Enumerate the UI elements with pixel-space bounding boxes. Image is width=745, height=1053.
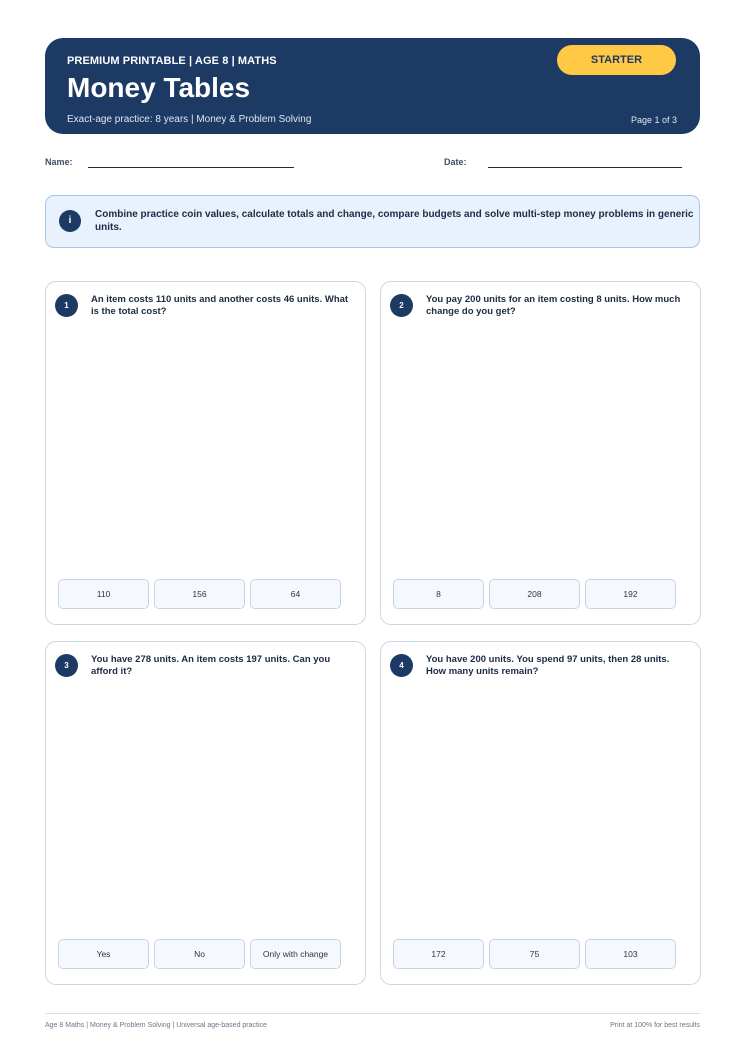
footer-right-text: Print at 100% for best results	[610, 1022, 700, 1029]
question-card-3	[45, 641, 366, 985]
question-number: 2	[390, 294, 413, 317]
answer-options	[58, 579, 358, 609]
info-icon: i	[59, 210, 81, 232]
question-text: You have 278 units. An item costs 197 units. Can you afford it?	[91, 654, 331, 677]
question-text: An item costs 110 units and another costs 46 units. What is the total cost?	[91, 294, 349, 317]
answer-option[interactable]: 208	[489, 579, 580, 609]
answer-options	[393, 579, 693, 609]
answer-option[interactable]: 156	[154, 579, 245, 609]
answer-option[interactable]: Yes	[58, 939, 149, 969]
answer-option[interactable]: 172	[393, 939, 484, 969]
page-title: Money Tables	[67, 72, 251, 103]
worksheet-header	[45, 38, 700, 134]
answer-option[interactable]: No	[154, 939, 245, 969]
level-badge: STARTER	[557, 45, 676, 75]
footer-divider	[45, 1013, 700, 1014]
question-text: You have 200 units. You spend 97 units, then 28 units. How many units remain?	[426, 654, 670, 677]
answer-option[interactable]: 64	[250, 579, 341, 609]
name-line[interactable]	[88, 167, 294, 168]
answer-option[interactable]: 110	[58, 579, 149, 609]
instructions-box	[45, 195, 700, 248]
question-number: 1	[55, 294, 78, 317]
answer-option[interactable]: 103	[585, 939, 676, 969]
answer-option[interactable]: 192	[585, 579, 676, 609]
question-card-4	[380, 641, 701, 985]
date-label: Date:	[444, 157, 467, 167]
answer-option[interactable]: 8	[393, 579, 484, 609]
question-number: 3	[55, 654, 78, 677]
question-card-2	[380, 281, 701, 625]
name-label: Name:	[45, 157, 73, 167]
header-subtitle: Exact-age practice: 8 years | Money & Problem Solving	[67, 114, 312, 125]
question-card-1	[45, 281, 366, 625]
answer-options	[58, 939, 358, 969]
answer-options	[393, 939, 693, 969]
answer-option[interactable]: Only with change	[250, 939, 341, 969]
page-number: Page 1 of 3	[630, 115, 677, 125]
answer-option[interactable]: 75	[489, 939, 580, 969]
date-line[interactable]	[488, 167, 682, 168]
instructions-text: Combine practice coin values, calculate totals and change, compare budgets and solve multi-step money problems in generic units.	[95, 209, 694, 233]
header-kicker: PREMIUM PRINTABLE | AGE 8 | MATHS	[67, 55, 277, 67]
footer-left-text: Age 8 Maths | Money & Problem Solving | Universal age-based practice	[45, 1022, 267, 1029]
question-number: 4	[390, 654, 413, 677]
question-text: You pay 200 units for an item costing 8 units. How much change do you get?	[426, 294, 681, 317]
